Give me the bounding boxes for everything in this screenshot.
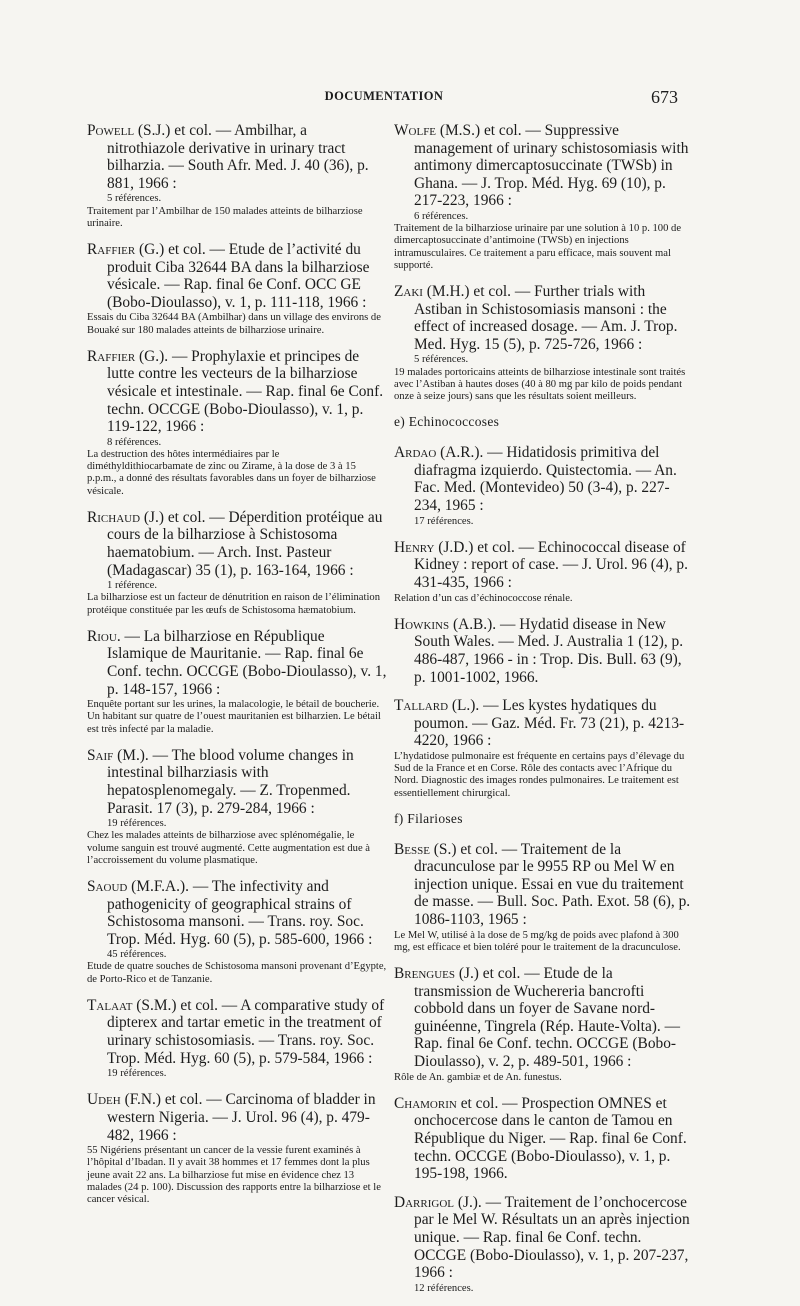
bibliography-entry (394, 965, 694, 1084)
entry-reference-text: — Hidatidosis primitiva del diafragma izquierdo. Quistectomia. — An. Fac. Med. (Montevideo) 50 (3-4), p. 227-234, 1965 : (414, 444, 677, 514)
bibliography-entry (87, 241, 387, 337)
entry-reference-text: et col. — Etude de la transmission de Wuchereria bancrofti cobbold dans un foyer de Savane nord-guinéenne, Tingrela (Rép. Haute-Volta). — Rap. final 6e Conf. techn. OCCGE (Bobo-Dioulasso), v. 2, p. 489-501, 1966 : (414, 965, 681, 1071)
bibliography-entry (394, 539, 694, 605)
entry-reference-text: — Traitement de l’onchocercose par le Mel W. Résultats un an après injection unique. — Rap. final 6e Conf. techn. OCCGE (Bobo-Dioulasso), v. 1, p. 207-237, 1966 : (414, 1193, 690, 1282)
entry-citation (87, 997, 387, 1067)
entry-annotation (394, 354, 694, 403)
entry-summary: Rôle de An. gambiæ et de An. funestus. (394, 1071, 562, 1083)
entry-reference-text: — Les kystes hydatiques du poumon. — Gaz. Méd. Fr. 73 (21), p. 4213-4220, 1966 : (414, 697, 685, 750)
entry-citation (87, 747, 387, 817)
entry-annotation (87, 437, 387, 498)
entry-reference-text: et col. — Suppressive management of urinary schistosomiasis with antimony dimercaptosuccinate (TWSb) in Ghana. — J. Trop. Méd. Hyg. 69 (10), p. 217-223, 1966 : (414, 122, 689, 210)
section-e-entries (394, 444, 694, 800)
bibliography-entry (394, 444, 694, 528)
entry-citation (394, 841, 694, 929)
entry-author: Raffier (G.) (87, 240, 165, 258)
entry-annotation (87, 699, 387, 736)
bibliography-entry (394, 1095, 694, 1183)
entry-author: Udeh (F.N.) (87, 1091, 161, 1109)
entry-reference-text: et col. — Carcinoma of bladder in western Nigeria. — J. Urol. 96 (4), p. 479-482, 1966 : (107, 1091, 376, 1144)
entry-annotation (87, 580, 387, 617)
entry-author: Powell (S.J.) (87, 122, 171, 139)
entry-reference-text: et col. — Echinococcal disease of Kidney : report of case. — J. Urol. 96 (4), p. 431-435, 1966 : (414, 538, 688, 591)
entry-reference-text: — Prophylaxie et principes de lutte contre les vecteurs de la bilharziose vésicale et intestinale. — Rap. final 6e Conf. techn. OCCGE (Bobo-Dioulasso), v. 1, p. 119-122, 1966 : (107, 347, 384, 436)
entry-author: Talaat (S.M.) (87, 996, 177, 1014)
right-column (394, 122, 694, 1306)
entry-author: Riou. (87, 627, 121, 645)
entry-author: Darrigol (J.). (394, 1193, 482, 1211)
entry-author: Saif (M.). (87, 746, 149, 764)
entry-reference-count: 19 références. (107, 818, 167, 830)
bibliography-entry (87, 747, 387, 867)
left-column (87, 122, 387, 1217)
entry-citation (87, 1091, 387, 1144)
entry-author: Saoud (M.F.A.). (87, 877, 189, 895)
entry-summary: Le Mel W, utilisé à la dose de 5 mg/kg de poids avec plafond à 300 mg, est efficace et bien toléré pour le traitement de la dracunculose. (394, 929, 681, 953)
entry-reference-text: et col. — Déperdition protéique au cours de la bilharziose à Schistosoma haematobium. — Arch. Inst. Pasteur (Madagascar) 35 (1), p. 163-164, 1966 : (107, 508, 383, 579)
bibliography-entry (394, 697, 694, 800)
entry-citation (394, 122, 694, 210)
entry-citation (87, 241, 387, 311)
entry-author: Raffier (G.). (87, 347, 169, 365)
right-column-entries (394, 122, 694, 403)
entry-reference-text: et col. — Traitement de la dracunculose par le 9955 RP ou Mel W en injection unique. Essai en vue du traitement de masse. — Bull. Soc. Path. Exot. 58 (6), p. 1086-1103, 1965 : (414, 840, 691, 929)
entry-summary: L’hydatidose pulmonaire est fréquente en certains pays d’élevage du Sud de la France et en Corse. Rôle des contacts avec l’Afrique du Nord. Diagnostic des images rondes pulmonaires. Le traitement est essentiellement chirurgical. (394, 750, 685, 799)
entry-reference-count: 5 références. (107, 193, 162, 205)
bibliography-entry (394, 841, 694, 954)
entry-citation (87, 122, 387, 192)
entry-summary: 19 malades portoricains atteints de bilharziose intestinale sont traités avec l’Astiban à hautes doses (40 à 80 mg par kilo de poids pendant onze à seize jours) sans que les résultats soient meilleurs. (394, 366, 686, 402)
entry-author: Brengues (J.) (394, 965, 479, 983)
entry-annotation (394, 516, 694, 528)
entry-reference-count: 8 références. (107, 436, 162, 448)
entry-reference-count: 17 références. (414, 515, 474, 527)
entry-reference-count: 12 références. (414, 1282, 474, 1294)
bibliography-entry (394, 122, 694, 272)
entry-annotation (87, 1068, 387, 1080)
entry-summary: La bilharziose est un facteur de dénutrition en raison de l’élimination protéique constituée par les œufs de Schistosoma hæmatobium. (87, 592, 380, 616)
bibliography-entry (87, 348, 387, 498)
entry-reference-count: 1 référence. (107, 580, 157, 592)
entry-summary: Etude de quatre souches de Schistosoma mansoni provenant d’Egypte, de Porto-Rico et de Tanzanie. (87, 961, 387, 985)
bibliography-entry (87, 1091, 387, 1206)
entry-summary: Traitement par l’Ambilhar de 150 malades atteints de bilharziose urinaire. (87, 205, 363, 229)
bibliography-entry (394, 283, 694, 403)
entry-citation (87, 628, 387, 698)
entry-summary: 55 Nigériens présentant un cancer de la vessie furent examinés à l’hôpital d’Ibadan. Il y avait 38 hommes et 17 femmes dont la plus jeune avait 22 ans. La bilharziose fut mise en évidence chez 13 malades (24 p. 100). Discussion des rapports entre la bilharziose et le cancer vésical. (87, 1145, 381, 1206)
entry-reference-text: — La bilharziose en République Islamique de Mauritanie. — Rap. final 6e Conf. techn. OCCGE (Bobo-Dioulasso), v. 1, p. 148-157, 1966 : (107, 627, 387, 698)
entry-summary: Traitement de la bilharziose urinaire par une solution à 10 p. 100 de dimercaptosuccinate d’antimoine (TWSb) en injections intramusculaires. Ce traitement a paru efficace, mais souvent mal supporté. (394, 223, 682, 271)
entry-author: Chamorin (394, 1094, 457, 1112)
entry-reference-text: et col. — Etude de l’activité du produit Ciba 32644 BA dans la bilharziose vésicale. — Rap. final 6e Conf. OCC GE (Bobo-Dioulasso), v. 1, p. 111-118, 1966 : (107, 240, 370, 311)
bibliography-entry (87, 997, 387, 1081)
entry-summary: Essais du Ciba 32644 BA (Ambilhar) dans un village des environs de Bouaké sur 180 malades atteints de bilharziose urinaire. (87, 312, 381, 336)
section-heading-filarioses: f) Filarioses (394, 810, 463, 826)
entry-annotation (394, 593, 694, 605)
entry-annotation (394, 1283, 694, 1295)
entry-citation (394, 283, 694, 353)
entry-citation (394, 965, 694, 1071)
entry-annotation (394, 930, 694, 954)
section-heading-echinococcoses: e) Echinococcoses (394, 414, 500, 430)
entry-annotation (87, 1145, 387, 1206)
bibliography-entry (87, 509, 387, 617)
entry-citation (394, 444, 694, 514)
entry-summary: Relation d’un cas d’échinococcose rénale. (394, 592, 573, 604)
entry-annotation (394, 751, 694, 800)
entry-citation (394, 1095, 694, 1183)
entry-annotation (87, 193, 387, 230)
bibliography-entry (394, 1194, 694, 1295)
entry-author: Zaki (M.H.) (394, 282, 470, 300)
entry-author: Wolfe (M.S.) (394, 122, 481, 139)
entry-reference-text: et col. — A comparative study of dipterex and tartar emetic in the treatment of urinary schistosomiasis. — Trans. roy. Soc. Trop. Méd. Hyg. 60 (5), p. 579-584, 1966 : (107, 996, 385, 1067)
entry-annotation (394, 1072, 694, 1084)
section-f-entries (394, 841, 694, 1295)
entry-citation (394, 539, 694, 592)
entry-reference-text: et col. — Further trials with Astiban in Schistosomiasis mansoni : the effect of increased dosage. — Am. J. Trop. Med. Hyg. 15 (5), p. 725-726, 1966 : (414, 282, 678, 353)
entry-reference-count: 6 références. (414, 210, 469, 222)
entry-annotation (87, 818, 387, 867)
entry-author: Howkins (A.B.). (394, 615, 497, 633)
running-title: DOCUMENTATION (324, 89, 444, 103)
page-number: 673 (651, 87, 678, 107)
entry-author: Henry (J.D.) (394, 538, 474, 556)
bibliography-entry (394, 616, 694, 686)
entry-citation (87, 509, 387, 579)
entry-citation (394, 1194, 694, 1282)
entry-reference-text: et col. — Prospection OMNES et onchocercose dans le canton de Tamou en République du Niger. — Rap. final 6e Conf. techn. OCCGE (Bobo-Dioulasso), v. 1, p. 195-198, 1966. (414, 1094, 687, 1183)
entry-reference-count: 45 références. (107, 949, 167, 961)
entry-reference-count: 19 références. (107, 1068, 167, 1080)
bibliography-entry (87, 122, 387, 230)
entry-reference-text: — The infectivity and pathogenicity of geographical strains of Schistosoma mansoni. — Trans. roy. Soc. Trop. Méd. Hyg. 60 (5), p. 585-600, 1966 : (107, 877, 373, 948)
entry-annotation (394, 211, 694, 272)
entry-author: Tallard (L.). (394, 697, 480, 715)
entry-annotation (87, 312, 387, 336)
entry-summary: Chez les malades atteints de bilharziose avec splénomégalie, le volume sanguin est trouvé augmenté. Cette augmentation est due à l’accroissement du volume plasmatique. (87, 830, 371, 866)
bibliography-entry (87, 628, 387, 736)
entry-summary: Enquête portant sur les urines, la malacologie, le bétail de boucherie. Un habitant sur quatre de l’ouest mauritanien est bilharzien. Le bétail est très infecté par la maladie. (87, 699, 381, 735)
entry-citation (87, 878, 387, 948)
entry-citation (394, 697, 694, 750)
entry-author: Richaud (J.) (87, 508, 164, 526)
entry-reference-text: — Hydatid disease in New South Wales. — Med. J. Australia 1 (12), p. 486-487, 1966 - in : Trop. Dis. Bull. 63 (9), p. 1001-1002, 1966. (414, 615, 684, 686)
bibliography-entry (87, 878, 387, 986)
entry-author: Ardao (A.R.). (394, 444, 484, 462)
entry-summary: La destruction des hôtes intermédiaires par le diméthyldithiocarbamate de zinc ou Zirame, à la dose de 3 à 15 p.p.m., a donné des résultats favorables dans un foyer de bilharziose vésicale. (87, 448, 376, 497)
entry-citation (394, 616, 694, 686)
entry-reference-count: 5 références. (414, 354, 469, 366)
entry-annotation (87, 949, 387, 986)
entry-author: Besse (S.) (394, 840, 457, 858)
entry-reference-text: — The blood volume changes in intestinal bilharziasis with hepatosplenomegaly. — Z. Tropenmed. Parasit. 17 (3), p. 279-284, 1966 : (107, 746, 354, 817)
entry-citation (87, 348, 387, 436)
entry-reference-text: et col. — Ambilhar, a nitrothiazole derivative in urinary tract bilharzia. — South Afr. Med. J. 40 (36), p. 881, 1966 : (107, 122, 369, 192)
